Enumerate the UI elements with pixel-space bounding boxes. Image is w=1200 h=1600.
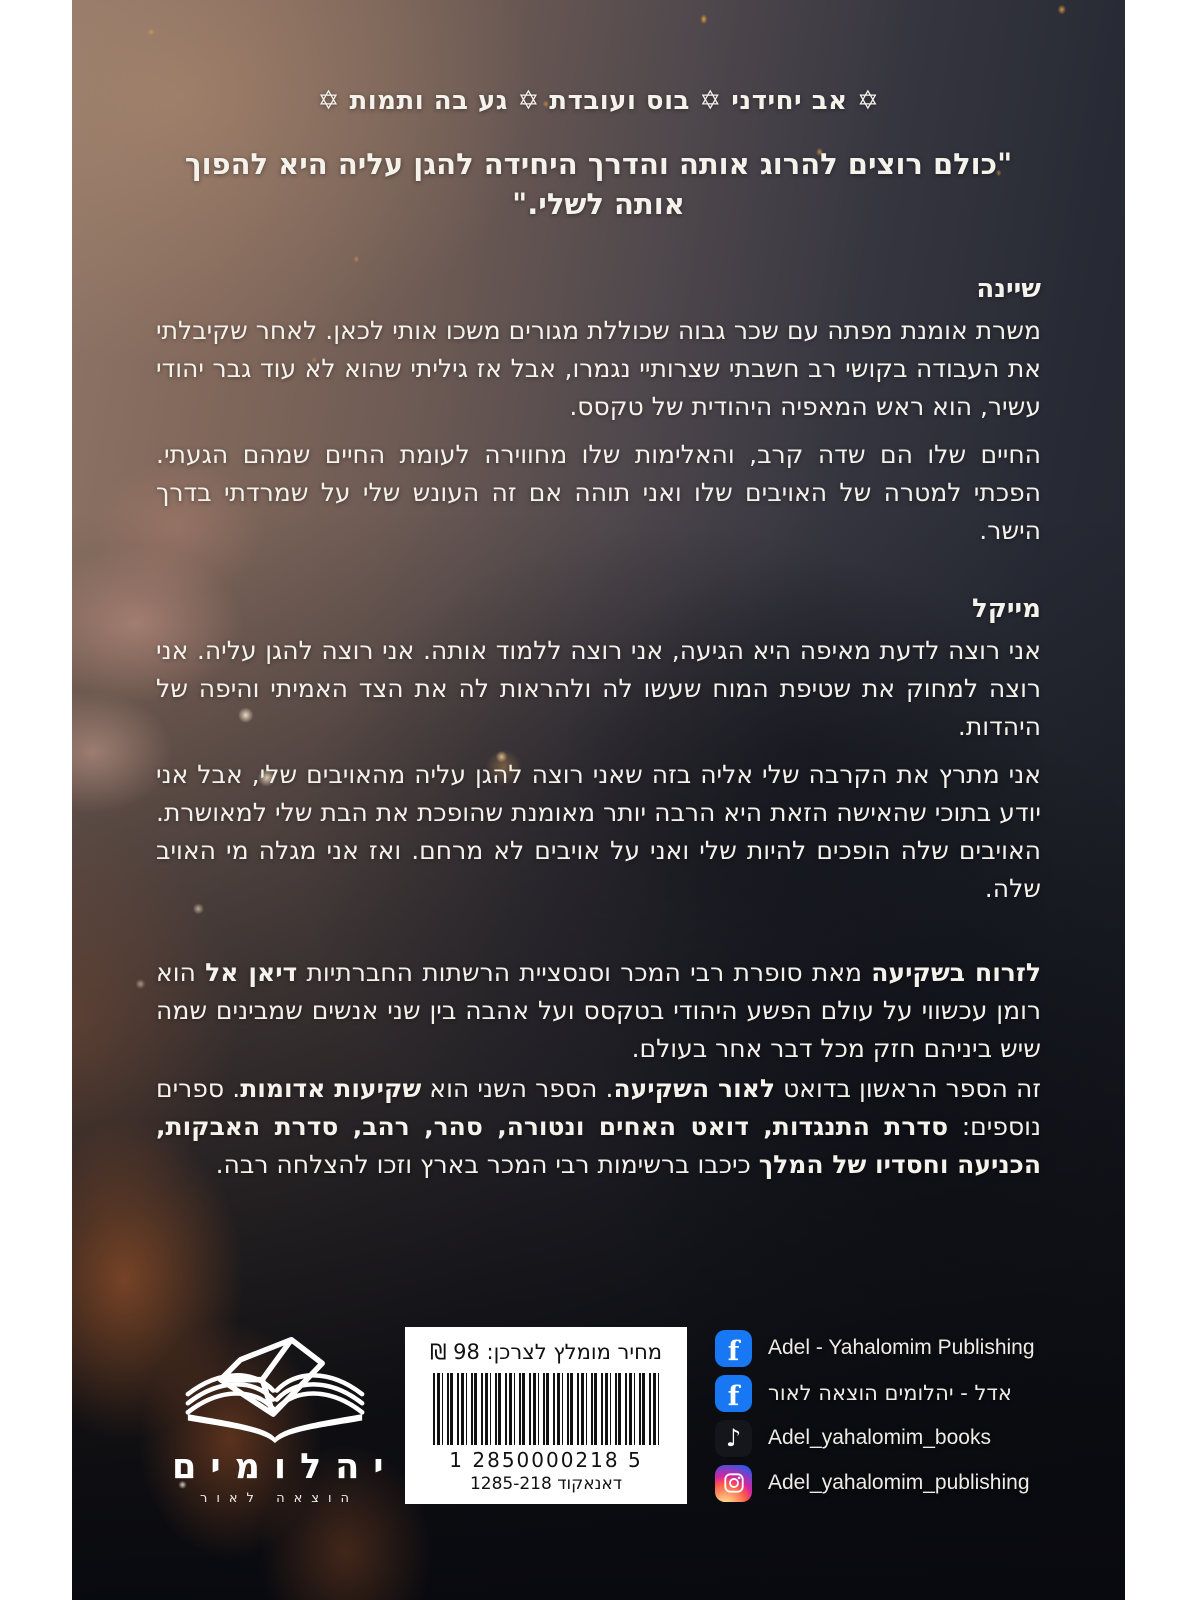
background-photo [72,0,1125,1600]
bottom-band [172,1293,1067,1506]
instagram-handle: Adel_yahalomim_publishing [768,1471,1030,1494]
tagline: ✡ אב יחידני ✡ בוס ועובדת ✡ גע בה ותמות ✡ [317,86,880,116]
duet-title: לאור השקיעה [613,1074,775,1103]
shayna-paragraph-2: החיים שלו הם שדה קרב, והאלימות שלו מחווירה לעומת החיים שמהם הגעתי. הפכתי למטרה של האויבים שלו ואני תוהה אם זה העונש שלי על שמרדתי בדרך הישר. [156,440,1041,545]
author-name: דיאן אל [205,958,298,987]
facebook-icon: f [715,1375,752,1412]
facebook-handle-he: אדל - יהלומים הוצאה לאור [768,1381,1012,1405]
social-row-facebook-en [715,1329,1067,1367]
barcode-number: 1 2850000218 5 [449,1448,643,1472]
tiktok-icon: ♪ [715,1420,752,1457]
shayna-paragraph-1: משרת אומנת מפתה עם שכר גבוה שכוללת מגורים משכו אותי לכאן. לאחר שקיבלתי את העבודה בקושי רב חשבתי שצרותיי נגמרו, אבל אז גיליתי שהוא לא עוד גבר יהודי עשיר, הוא ראש המאפיה היהודית של טקסס. [156,316,1041,421]
blurb-text: . ספרים נוספים: [156,1074,1041,1141]
blurb-text: זה הספר הראשון בדואט [774,1074,1041,1103]
book-title: לזרוח בשקיעה [871,958,1041,987]
publisher-name: יהלומים [172,1447,398,1487]
second-book-title: שקיעות אדומות [240,1074,422,1103]
instagram-icon [715,1465,752,1502]
blurb-text: הוא רומן עכשווי על עולם הפשע היהודי בטקסס ועל אהבה בין שני אנשים שמבינים שמה שיש ביניהם חזק מכל דבר אחר בעולם. [156,958,1041,1063]
facebook-icon: f [715,1330,752,1367]
publisher-subtitle: הוצאה לאור [199,1491,359,1506]
social-row-facebook-he [715,1374,1067,1412]
facebook-handle-en: Adel - Yahalomim Publishing [768,1336,1035,1359]
blurb-text: כיכבו ברשימות רבי המכר בארץ וזכו להצלחה רבה. [215,1150,759,1179]
section-heading-shayna: שיינה [976,274,1041,304]
pull-quote: "כולם רוצים להרוג אותה והדרך היחידה להגן עליה היא להפוך אותה לשלי." [184,147,1013,221]
social-row-instagram [715,1464,1067,1502]
social-links [715,1329,1067,1502]
blurb-text: . הספר השני הוא [421,1074,614,1103]
blurb-text: מאת סופרת רבי המכר וסנסציית הרשתות החברתיות [297,958,872,987]
barcode-bars [433,1373,659,1445]
publisher-logo [172,1327,398,1506]
section-heading-michael: מייקל [972,594,1041,624]
price-text: מחיר מומלץ לצרכן: 98 ₪ [429,1340,663,1364]
social-row-tiktok [715,1419,1067,1457]
diamond-book-icon [175,1327,375,1445]
other-books-list: סדרת התנגדות, דואט האחים ונטורה, סהר, רהב, סדרת האבקות, הכניעה וחסדיו של המלך [156,1112,1041,1179]
tiktok-handle: Adel_yahalomim_books [768,1426,991,1449]
michael-paragraph-2: אני מתרץ את הקרבה שלי אליה בזה שאני רוצה להגן עליה מהאויבים שלי, אבל אני יודע בתוכי שהאישה הזאת היא הרבה יותר מאומנת שהופכת את הבת שלי למאושרת. האויבים שלה הופכים להיות שלי ואני על אויבים לא מרחם. ואז אני מגלה מי האויב שלה. [156,760,1041,903]
michael-paragraph-1: אני רוצה לדעת מאיפה היא הגיעה, אני רוצה ללמוד אותה. אני רוצה להגן עליה. אני רוצה למחוק את שטיפת המוח שעשו לה ולהראות לה את הצד האמיתי והיפה של היהדות. [156,636,1041,741]
blurb-paragraph-1 [156,954,1041,1068]
danacode-text: דאנאקוד 1285-218 [469,1474,623,1494]
cover-text [156,0,1041,1186]
blurb-paragraph-2 [156,1070,1041,1184]
barcode-label [405,1327,687,1504]
